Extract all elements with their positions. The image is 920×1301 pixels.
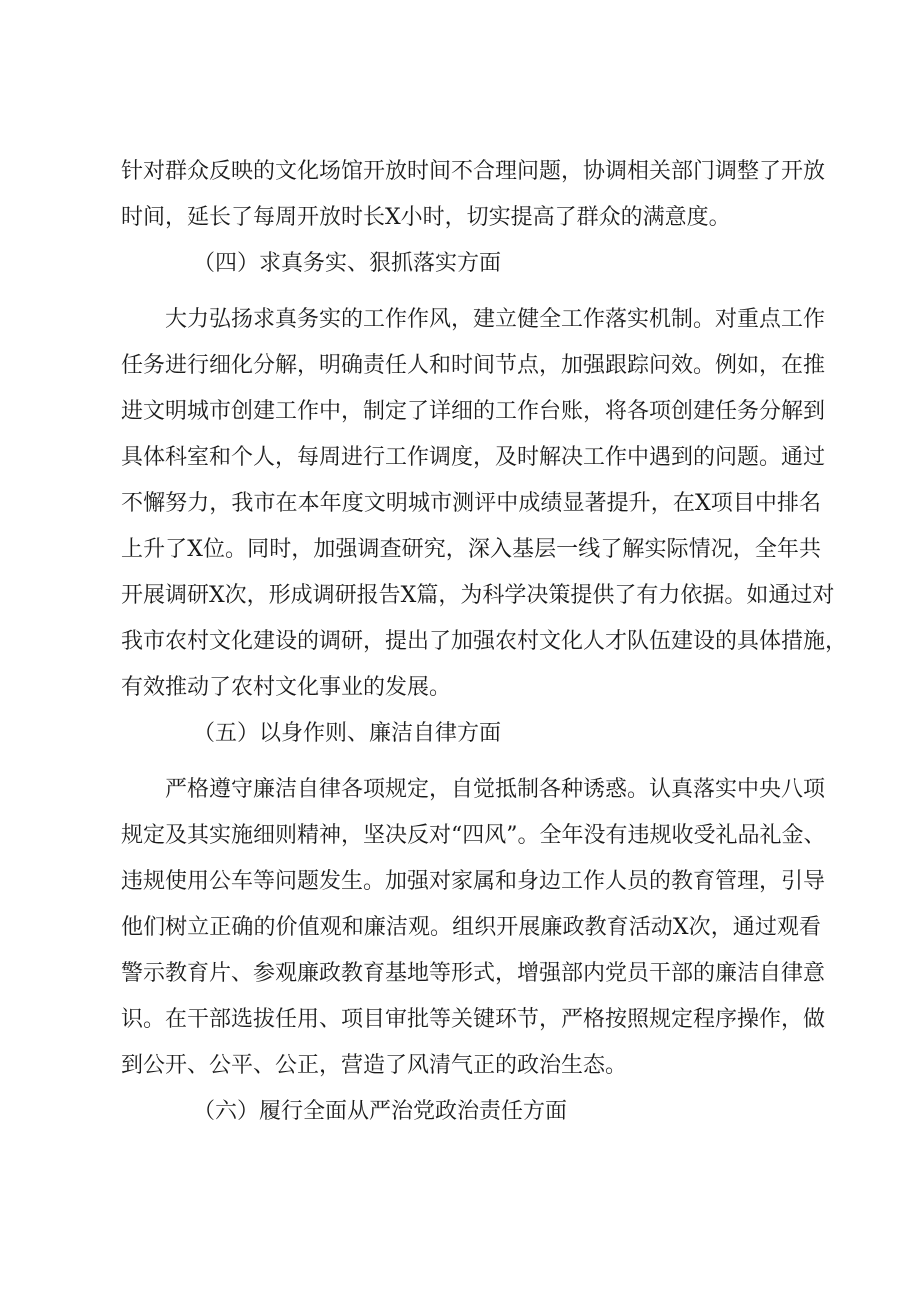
paragraph-line: 时间，延长了每周开放时长X小时，切实提高了群众的满意度。	[121, 205, 731, 230]
paragraph-line: 任务进行细化分解，明确责任人和时间节点，加强跟踪问效。例如，在推	[121, 353, 826, 378]
paragraph-line: 警示教育片、参观廉政教育基地等形式，增强部内党员干部的廉洁自律意	[121, 961, 826, 986]
paragraph-line: 大力弘扬求真务实的工作作风，建立健全工作落实机制。对重点工作	[165, 307, 826, 332]
paragraph-line: 开展调研X次，形成调研报告X篇，为科学决策提供了有力依据。如通过对	[121, 583, 835, 608]
paragraph-line: 规定及其实施细则精神，坚决反对“四风”。全年没有违规收受礼品礼金、	[121, 823, 826, 848]
paragraph-line: 我市农村文化建设的调研，提出了加强农村文化人才队伍建设的具体措施，	[121, 629, 848, 654]
paragraph-line: 他们树立正确的价值观和廉洁观。组织开展廉政教育活动X次，通过观看	[121, 915, 821, 940]
paragraph-line: 具体科室和个人，每周进行工作调度，及时解决工作中遇到的问题。通过	[121, 445, 826, 470]
section-heading-4: （四）求真务实、狠抓落实方面	[193, 251, 502, 276]
section-heading-5: （五）以身作则、廉洁自律方面	[193, 721, 502, 746]
paragraph-line: 到公开、公平、公正，营造了风清气正的政治生态。	[121, 1053, 628, 1078]
paragraph-line: 上升了X位。同时，加强调查研究，深入基层一线了解实际情况，全年共	[121, 537, 821, 562]
paragraph-line: 进文明城市创建工作中，制定了详细的工作台账，将各项创建任务分解到	[121, 399, 826, 424]
paragraph-line: 严格遵守廉洁自律各项规定，自觉抵制各种诱惑。认真落实中央八项	[165, 777, 826, 802]
paragraph-line: 不懈努力，我市在本年度文明城市测评中成绩显著提升，在X项目中排名	[121, 491, 821, 516]
paragraph-line: 针对群众反映的文化场馆开放时间不合理问题，协调相关部门调整了开放	[121, 159, 826, 184]
section-heading-6: （六）履行全面从严治党政治责任方面	[193, 1099, 568, 1124]
paragraph-line: 违规使用公车等问题发生。加强对家属和身边工作人员的教育管理，引导	[121, 869, 826, 894]
paragraph-line: 有效推动了农村文化事业的发展。	[121, 675, 452, 700]
paragraph-line: 识。在干部选拔任用、项目审批等关键环节，严格按照规定程序操作，做	[121, 1007, 826, 1032]
